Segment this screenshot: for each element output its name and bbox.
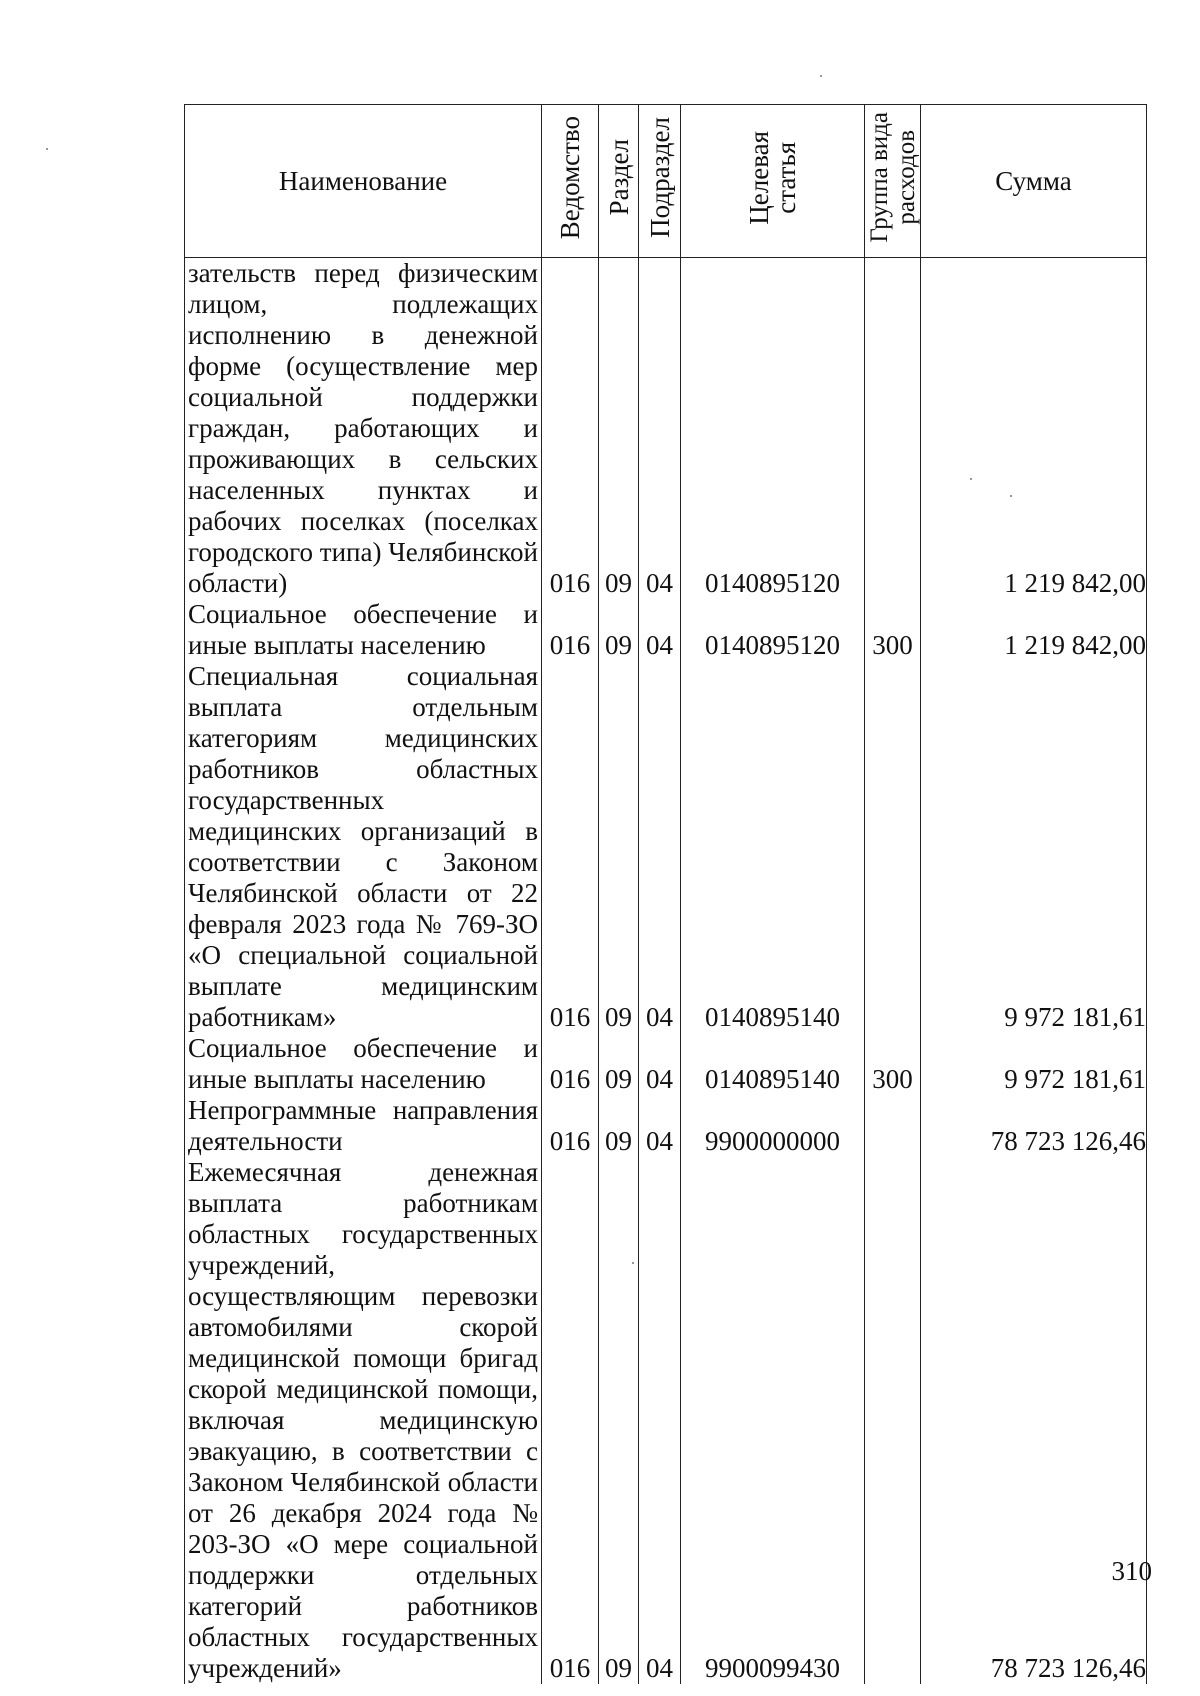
row-group: [865, 1095, 921, 1157]
row-target: 0140895120: [681, 258, 865, 600]
header-section: Раздел: [599, 105, 639, 258]
row-dept: 016: [542, 1157, 599, 1684]
scan-speck: [46, 148, 48, 150]
table-row: [185, 1157, 1147, 1684]
table-row: [185, 258, 1147, 600]
row-sum: 9 972 181,61: [921, 661, 1147, 1033]
row-target: 9900099430: [681, 1157, 865, 1684]
table-row: [185, 1033, 1147, 1095]
header-name: Наименование: [185, 105, 542, 258]
row-section: 09: [599, 1157, 639, 1684]
header-sum: Сумма: [921, 105, 1147, 258]
row-group: 300: [865, 599, 921, 661]
table-row: [185, 661, 1147, 1033]
row-subsection: 04: [639, 661, 681, 1033]
row-dept: 016: [542, 1095, 599, 1157]
header-group: Группа вида расходов: [865, 105, 921, 258]
scan-speck: [1010, 495, 1012, 497]
header-subsection: Подраздел: [639, 105, 681, 258]
scan-speck: [632, 1262, 634, 1264]
row-group: 300: [865, 1033, 921, 1095]
row-target: 9900000000: [681, 1095, 865, 1157]
row-group: [865, 661, 921, 1033]
table-row: [185, 1095, 1147, 1157]
row-dept: 016: [542, 661, 599, 1033]
scan-speck: [970, 478, 972, 480]
row-section: 09: [599, 1095, 639, 1157]
row-sum: 1 219 842,00: [921, 599, 1147, 661]
row-group: [865, 258, 921, 600]
row-target: 0140895140: [681, 1033, 865, 1095]
row-section: 09: [599, 258, 639, 600]
row-name: Социальное обеспечение и иные выплаты населению: [185, 1033, 542, 1095]
table-header: [185, 105, 1147, 258]
row-subsection: 04: [639, 1157, 681, 1684]
row-dept: 016: [542, 258, 599, 600]
row-section: 09: [599, 661, 639, 1033]
row-target: 0140895120: [681, 599, 865, 661]
scan-speck: [820, 75, 822, 77]
row-dept: 016: [542, 1033, 599, 1095]
budget-table: [184, 104, 1147, 1684]
table-row: [185, 599, 1147, 661]
header-dept: Ведомство: [542, 105, 599, 258]
row-sum: 1 219 842,00: [921, 258, 1147, 600]
row-section: 09: [599, 599, 639, 661]
header-target: Целевая статья: [681, 105, 865, 258]
row-section: 09: [599, 1033, 639, 1095]
row-target: 0140895140: [681, 661, 865, 1033]
row-name: Ежемесячная денежная выплата работникам областных государственных учреждений, осуществляющим перевозки автомобилями скорой медицинской помощи бригад скорой медицинской помощи, включая медицинскую эвакуацию, в соответствии с Законом Челябинской области от 26 декабря 2024 года № 203-ЗО «О мере социальной поддержки отдельных категорий работников областных государственных учреждений»: [185, 1157, 542, 1684]
row-subsection: 04: [639, 1095, 681, 1157]
row-sum: 78 723 126,46: [921, 1157, 1147, 1684]
table-body: [185, 258, 1147, 1685]
row-group: [865, 1157, 921, 1684]
row-subsection: 04: [639, 599, 681, 661]
row-sum: 9 972 181,61: [921, 1033, 1147, 1095]
row-name: Социальное обеспечение и иные выплаты населению: [185, 599, 542, 661]
row-name: Непрограммные направления деятельности: [185, 1095, 542, 1157]
row-subsection: 04: [639, 1033, 681, 1095]
row-sum: 78 723 126,46: [921, 1095, 1147, 1157]
row-subsection: 04: [639, 258, 681, 600]
row-dept: 016: [542, 599, 599, 661]
row-name: Специальная социальная выплата отдельным категориям медицинских работников областных государственных медицинских организаций в соответствии с Законом Челябинской области от 22 февраля 2023 года № 769-ЗО «О специальной социальной выплате медицинским работникам»: [185, 661, 542, 1033]
row-name: зательств перед физическим лицом, подлежащих исполнению в денежной форме (осуществление мер социальной поддержки граждан, работающих и проживающих в сельских населенных пунктах и рабочих поселках (поселках городского типа) Челябинской области): [185, 258, 542, 600]
page-number: 310: [1111, 1556, 1152, 1586]
